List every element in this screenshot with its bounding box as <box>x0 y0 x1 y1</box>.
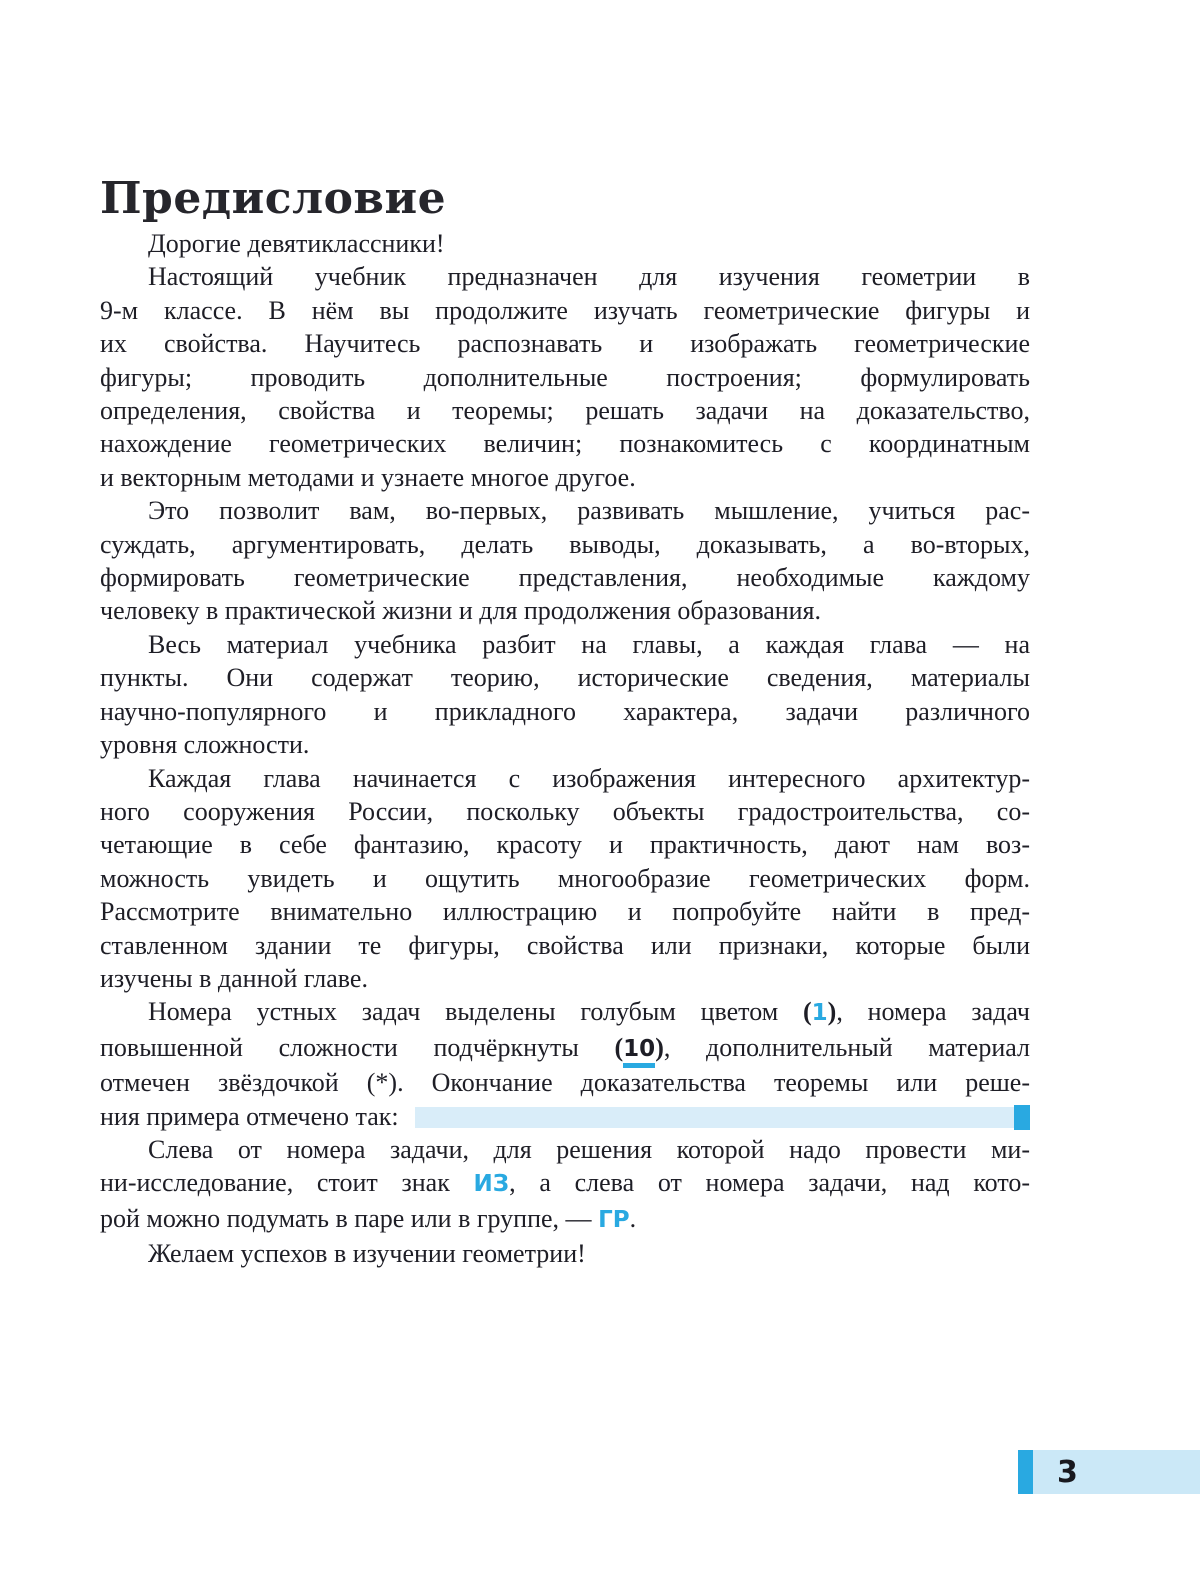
text-line <box>100 929 1030 962</box>
text-segment: отмечен звёздочкой (*). Окончание доказательства теоремы или реше- <box>100 1068 1030 1098</box>
text-segment: научно-популярного и прикладного характера, задачи различного <box>100 696 1030 726</box>
text-segment: уровня сложности. <box>100 730 310 760</box>
inline-marker-text: 10 <box>623 1036 655 1068</box>
text-segment: Настоящий учебник предназначен для изучения геометрии в <box>148 262 1030 292</box>
inline-marker-text: ) <box>827 997 837 1027</box>
text-line <box>100 1166 1030 1201</box>
page-tab-accent <box>1018 1450 1033 1494</box>
text-segment: , а слева от номера задачи, над кото- <box>509 1168 1030 1198</box>
paragraph <box>100 1133 1030 1237</box>
text-line <box>100 361 1030 394</box>
paragraph <box>100 762 1030 996</box>
inline-marker-text: 1 <box>811 1000 828 1027</box>
text-segment: можность увидеть и ощутить многообразие геометрических форм. <box>100 863 1030 893</box>
text-segment: ния примера отмечено так: <box>100 1101 399 1131</box>
page-tab-bar <box>1033 1450 1200 1494</box>
paragraph <box>100 995 1030 1133</box>
text-line <box>100 494 1030 527</box>
text-line <box>100 1031 1030 1066</box>
text-line <box>100 995 1030 1030</box>
text-segment: 9-м классе. В нём вы продолжите изучать геометрические фигуры и <box>100 295 1030 325</box>
text-line <box>100 1066 1030 1099</box>
text-line <box>100 327 1030 360</box>
text-segment: Желаем успехов в изучении геометрии! <box>148 1239 586 1269</box>
text-segment: . <box>629 1203 637 1233</box>
text-segment: , номера задач <box>836 997 1030 1027</box>
text-segment: ставленном здании те фигуры, свойства или признаки, которые были <box>100 930 1030 960</box>
text-segment: ного сооружения России, поскольку объекты градостроительства, со- <box>100 796 1030 826</box>
text-line <box>100 461 1030 494</box>
text-segment: нахождение геометрических величин; познакомитесь с координатным <box>100 429 1030 459</box>
text-line <box>100 294 1030 327</box>
text-line <box>100 728 1030 761</box>
inline-marker-text: ( <box>614 1032 624 1062</box>
text-segment: Слева от номера задачи, для решения которой надо провести ми- <box>148 1134 1030 1164</box>
inline-marker-text: ИЗ <box>473 1171 510 1198</box>
page-title: Предисловие <box>100 173 447 225</box>
paragraph <box>100 227 1030 260</box>
text-line <box>100 762 1030 795</box>
text-line <box>100 561 1030 594</box>
text-line <box>100 260 1030 293</box>
text-line <box>100 427 1030 460</box>
paragraph <box>100 260 1030 494</box>
text-segment: суждать, аргументировать, делать выводы, доказывать, а во-вторых, <box>100 529 1030 559</box>
page-number: 3 <box>1057 1454 1078 1490</box>
text-segment: определения, свойства и теоремы; решать задачи на доказательство, <box>100 396 1030 426</box>
text-segment: Весь материал учебника разбит на главы, а каждая глава — на <box>148 629 1030 659</box>
text-line <box>100 594 1030 627</box>
text-line <box>100 895 1030 928</box>
text-line <box>100 862 1030 895</box>
text-line <box>100 1100 1030 1133</box>
page-number-tab <box>1018 1450 1200 1494</box>
text-segment: Каждая глава начинается с изображения интересного архитектур- <box>148 763 1030 793</box>
text-segment: человеку в практической жизни и для продолжения образования. <box>100 596 822 626</box>
text-segment: рой можно подумать в паре или в группе, — <box>100 1203 599 1233</box>
proof-end-marker-bar <box>415 1107 1030 1128</box>
inline-marker-text: ГР <box>598 1206 630 1233</box>
text-line <box>100 628 1030 661</box>
text-line <box>100 227 1030 260</box>
text-segment: фигуры; проводить дополнительные построения; формулировать <box>100 362 1030 392</box>
text-segment: повышенной сложности подчёркнуты <box>100 1032 615 1062</box>
text-segment: ни-исследование, стоит знак <box>100 1168 474 1198</box>
proof-end-marker-square <box>1014 1105 1030 1130</box>
text-line <box>100 1237 1030 1270</box>
text-line <box>100 828 1030 861</box>
text-line <box>100 1133 1030 1166</box>
body-text <box>100 227 1030 1271</box>
text-line <box>100 1202 1030 1237</box>
paragraph <box>100 628 1030 762</box>
inline-marker-text: ) <box>655 1032 664 1062</box>
text-segment: Дорогие девятиклассники! <box>148 229 445 258</box>
text-line <box>100 661 1030 694</box>
text-segment: Номера устных задач выделены голубым цветом <box>148 997 803 1027</box>
text-segment: их свойства. Научитесь распознавать и изображать геометрические <box>100 329 1030 359</box>
text-segment: изучены в данной главе. <box>100 963 368 993</box>
text-segment: Рассмотрите внимательно иллюстрацию и попробуйте найти в пред- <box>100 897 1030 927</box>
inline-marker-text: ( <box>802 997 812 1027</box>
text-segment: Это позволит вам, во-первых, развивать мышление, учиться рас- <box>148 496 1030 526</box>
text-segment: и векторным методами и узнаете многое другое. <box>100 462 636 492</box>
text-line <box>100 962 1030 995</box>
text-segment: формировать геометрические представления, необходимые каждому <box>100 563 1030 593</box>
text-line <box>100 695 1030 728</box>
paragraph <box>100 494 1030 628</box>
text-line <box>100 795 1030 828</box>
text-line <box>100 528 1030 561</box>
text-segment: , дополнительный материал <box>663 1032 1030 1062</box>
text-segment: пункты. Они содержат теорию, исторические сведения, материалы <box>100 663 1030 693</box>
paragraph <box>100 1237 1030 1270</box>
text-line <box>100 394 1030 427</box>
text-segment: четающие в себе фантазию, красоту и практичность, дают нам воз- <box>100 830 1030 860</box>
